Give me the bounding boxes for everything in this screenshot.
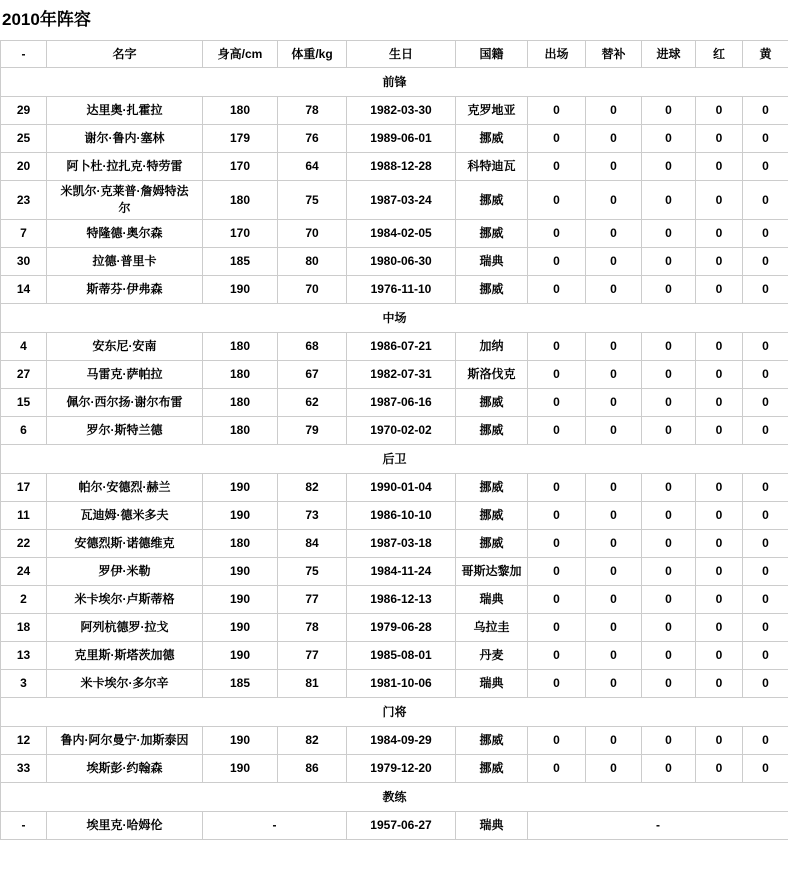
red-cards-cell: 0	[696, 642, 743, 670]
goals-cell: 0	[642, 417, 696, 445]
substitute-cell: 0	[586, 389, 642, 417]
player-name-cell: 安东尼·安南	[47, 333, 203, 361]
height-cell: 170	[203, 220, 278, 248]
player-row	[1, 502, 788, 530]
red-cards-cell: 0	[696, 181, 743, 220]
player-name-cell: 罗尔·斯特兰德	[47, 417, 203, 445]
player-name-cell: 米凯尔·克莱普·詹姆特法尔	[47, 181, 203, 220]
goals-cell: 0	[642, 248, 696, 276]
height-weight-cell: -	[203, 812, 347, 840]
player-name-cell: 拉德·普里卡	[47, 248, 203, 276]
nationality-cell: 挪威	[456, 502, 528, 530]
player-row	[1, 97, 788, 125]
height-cell: 180	[203, 333, 278, 361]
nationality-cell: 瑞典	[456, 248, 528, 276]
player-number-cell: 29	[1, 97, 47, 125]
section-row	[1, 68, 788, 97]
nationality-cell: 瑞典	[456, 586, 528, 614]
birthday-cell: 1985-08-01	[347, 642, 456, 670]
player-name-cell: 埃里克·哈姆伦	[47, 812, 203, 840]
section-label: 前锋	[1, 68, 788, 97]
yellow-cards-cell: 0	[743, 558, 788, 586]
player-number-cell: 22	[1, 530, 47, 558]
birthday-cell: 1986-10-10	[347, 502, 456, 530]
yellow-cards-cell: 0	[743, 474, 788, 502]
goals-cell: 0	[642, 502, 696, 530]
appearances-cell: 0	[528, 417, 586, 445]
header-substitute: 替补	[586, 41, 642, 68]
player-row	[1, 530, 788, 558]
player-number-cell: 7	[1, 220, 47, 248]
red-cards-cell: 0	[696, 474, 743, 502]
height-cell: 180	[203, 530, 278, 558]
substitute-cell: 0	[586, 727, 642, 755]
nationality-cell: 挪威	[456, 530, 528, 558]
substitute-cell: 0	[586, 181, 642, 220]
section-label: 门将	[1, 698, 788, 727]
appearances-cell: 0	[528, 755, 586, 783]
birthday-cell: 1987-06-16	[347, 389, 456, 417]
weight-cell: 62	[278, 389, 347, 417]
header-appearances: 出场	[528, 41, 586, 68]
goals-cell: 0	[642, 558, 696, 586]
nationality-cell: 挪威	[456, 755, 528, 783]
appearances-cell: 0	[528, 474, 586, 502]
goals-cell: 0	[642, 755, 696, 783]
appearances-cell: 0	[528, 670, 586, 698]
player-number-cell: 18	[1, 614, 47, 642]
red-cards-cell: 0	[696, 502, 743, 530]
section-row	[1, 445, 788, 474]
birthday-cell: 1981-10-06	[347, 670, 456, 698]
nationality-cell: 丹麦	[456, 642, 528, 670]
player-number-cell: 30	[1, 248, 47, 276]
weight-cell: 84	[278, 530, 347, 558]
substitute-cell: 0	[586, 220, 642, 248]
player-number-cell: 25	[1, 125, 47, 153]
birthday-cell: 1984-02-05	[347, 220, 456, 248]
player-row	[1, 248, 788, 276]
goals-cell: 0	[642, 97, 696, 125]
player-row	[1, 220, 788, 248]
birthday-cell: 1988-12-28	[347, 153, 456, 181]
height-cell: 170	[203, 153, 278, 181]
player-row	[1, 812, 788, 840]
player-name-cell: 罗伊·米勒	[47, 558, 203, 586]
goals-cell: 0	[642, 181, 696, 220]
goals-cell: 0	[642, 361, 696, 389]
player-name-cell: 斯蒂芬·伊弗森	[47, 276, 203, 304]
player-number-cell: 4	[1, 333, 47, 361]
header-nationality: 国籍	[456, 41, 528, 68]
height-cell: 180	[203, 181, 278, 220]
player-number-cell: 14	[1, 276, 47, 304]
substitute-cell: 0	[586, 642, 642, 670]
player-name-cell: 瓦迪姆·德米多夫	[47, 502, 203, 530]
appearances-cell: 0	[528, 530, 586, 558]
player-number-cell: 11	[1, 502, 47, 530]
height-cell: 190	[203, 558, 278, 586]
player-number-cell: -	[1, 812, 47, 840]
yellow-cards-cell: 0	[743, 530, 788, 558]
height-cell: 180	[203, 361, 278, 389]
birthday-cell: 1970-02-02	[347, 417, 456, 445]
substitute-cell: 0	[586, 97, 642, 125]
height-cell: 190	[203, 586, 278, 614]
red-cards-cell: 0	[696, 727, 743, 755]
appearances-cell: 0	[528, 642, 586, 670]
yellow-cards-cell: 0	[743, 670, 788, 698]
appearances-cell: 0	[528, 248, 586, 276]
header-birthday: 生日	[347, 41, 456, 68]
birthday-cell: 1986-07-21	[347, 333, 456, 361]
weight-cell: 78	[278, 614, 347, 642]
birthday-cell: 1979-06-28	[347, 614, 456, 642]
red-cards-cell: 0	[696, 755, 743, 783]
substitute-cell: 0	[586, 614, 642, 642]
goals-cell: 0	[642, 474, 696, 502]
player-row	[1, 333, 788, 361]
player-row	[1, 614, 788, 642]
player-number-cell: 15	[1, 389, 47, 417]
weight-cell: 70	[278, 220, 347, 248]
section-row	[1, 783, 788, 812]
red-cards-cell: 0	[696, 153, 743, 181]
substitute-cell: 0	[586, 586, 642, 614]
nationality-cell: 挪威	[456, 474, 528, 502]
weight-cell: 82	[278, 474, 347, 502]
goals-cell: 0	[642, 276, 696, 304]
height-cell: 185	[203, 670, 278, 698]
birthday-cell: 1987-03-18	[347, 530, 456, 558]
red-cards-cell: 0	[696, 417, 743, 445]
appearances-cell: 0	[528, 97, 586, 125]
player-row	[1, 276, 788, 304]
weight-cell: 82	[278, 727, 347, 755]
goals-cell: 0	[642, 530, 696, 558]
player-row	[1, 474, 788, 502]
header-number: -	[1, 41, 47, 68]
player-row	[1, 389, 788, 417]
player-name-cell: 谢尔·鲁内·塞林	[47, 125, 203, 153]
weight-cell: 79	[278, 417, 347, 445]
height-cell: 190	[203, 502, 278, 530]
substitute-cell: 0	[586, 755, 642, 783]
player-row	[1, 727, 788, 755]
player-name-cell: 特隆德·奥尔森	[47, 220, 203, 248]
yellow-cards-cell: 0	[743, 125, 788, 153]
appearances-cell: 0	[528, 181, 586, 220]
appearances-cell: 0	[528, 220, 586, 248]
yellow-cards-cell: 0	[743, 361, 788, 389]
yellow-cards-cell: 0	[743, 502, 788, 530]
substitute-cell: 0	[586, 333, 642, 361]
red-cards-cell: 0	[696, 276, 743, 304]
goals-cell: 0	[642, 727, 696, 755]
red-cards-cell: 0	[696, 220, 743, 248]
birthday-cell: 1982-03-30	[347, 97, 456, 125]
weight-cell: 86	[278, 755, 347, 783]
nationality-cell: 挪威	[456, 181, 528, 220]
yellow-cards-cell: 0	[743, 97, 788, 125]
red-cards-cell: 0	[696, 125, 743, 153]
player-number-cell: 13	[1, 642, 47, 670]
player-row	[1, 642, 788, 670]
red-cards-cell: 0	[696, 530, 743, 558]
height-cell: 190	[203, 727, 278, 755]
red-cards-cell: 0	[696, 614, 743, 642]
birthday-cell: 1987-03-24	[347, 181, 456, 220]
nationality-cell: 乌拉圭	[456, 614, 528, 642]
player-row	[1, 670, 788, 698]
height-cell: 190	[203, 642, 278, 670]
substitute-cell: 0	[586, 530, 642, 558]
yellow-cards-cell: 0	[743, 727, 788, 755]
appearances-cell: 0	[528, 586, 586, 614]
yellow-cards-cell: 0	[743, 642, 788, 670]
substitute-cell: 0	[586, 361, 642, 389]
height-cell: 180	[203, 417, 278, 445]
header-red-cards: 红	[696, 41, 743, 68]
yellow-cards-cell: 0	[743, 417, 788, 445]
player-number-cell: 24	[1, 558, 47, 586]
goals-cell: 0	[642, 220, 696, 248]
birthday-cell: 1979-12-20	[347, 755, 456, 783]
substitute-cell: 0	[586, 558, 642, 586]
weight-cell: 76	[278, 125, 347, 153]
goals-cell: 0	[642, 642, 696, 670]
player-row	[1, 361, 788, 389]
yellow-cards-cell: 0	[743, 586, 788, 614]
red-cards-cell: 0	[696, 389, 743, 417]
header-weight: 体重/kg	[278, 41, 347, 68]
player-number-cell: 12	[1, 727, 47, 755]
weight-cell: 77	[278, 642, 347, 670]
player-name-cell: 阿卜杜·拉扎克·特劳雷	[47, 153, 203, 181]
yellow-cards-cell: 0	[743, 153, 788, 181]
birthday-cell: 1989-06-01	[347, 125, 456, 153]
nationality-cell: 克罗地亚	[456, 97, 528, 125]
weight-cell: 68	[278, 333, 347, 361]
birthday-cell: 1986-12-13	[347, 586, 456, 614]
red-cards-cell: 0	[696, 586, 743, 614]
weight-cell: 73	[278, 502, 347, 530]
yellow-cards-cell: 0	[743, 614, 788, 642]
nationality-cell: 挪威	[456, 125, 528, 153]
weight-cell: 75	[278, 181, 347, 220]
header-height: 身高/cm	[203, 41, 278, 68]
player-name-cell: 阿列杭德罗·拉戈	[47, 614, 203, 642]
appearances-cell: 0	[528, 276, 586, 304]
yellow-cards-cell: 0	[743, 389, 788, 417]
birthday-cell: 1980-06-30	[347, 248, 456, 276]
weight-cell: 64	[278, 153, 347, 181]
nationality-cell: 挪威	[456, 276, 528, 304]
section-label: 中场	[1, 304, 788, 333]
red-cards-cell: 0	[696, 361, 743, 389]
weight-cell: 77	[278, 586, 347, 614]
birthday-cell: 1984-11-24	[347, 558, 456, 586]
player-name-cell: 马雷克·萨帕拉	[47, 361, 203, 389]
player-number-cell: 3	[1, 670, 47, 698]
appearances-cell: 0	[528, 502, 586, 530]
yellow-cards-cell: 0	[743, 248, 788, 276]
goals-cell: 0	[642, 125, 696, 153]
player-number-cell: 2	[1, 586, 47, 614]
yellow-cards-cell: 0	[743, 220, 788, 248]
goals-cell: 0	[642, 614, 696, 642]
player-number-cell: 20	[1, 153, 47, 181]
player-name-cell: 帕尔·安德烈·赫兰	[47, 474, 203, 502]
header-row	[1, 41, 788, 68]
red-cards-cell: 0	[696, 670, 743, 698]
birthday-cell: 1984-09-29	[347, 727, 456, 755]
weight-cell: 70	[278, 276, 347, 304]
player-number-cell: 6	[1, 417, 47, 445]
appearances-cell: 0	[528, 558, 586, 586]
section-label: 后卫	[1, 445, 788, 474]
nationality-cell: 哥斯达黎加	[456, 558, 528, 586]
header-goals: 进球	[642, 41, 696, 68]
substitute-cell: 0	[586, 248, 642, 276]
player-name-cell: 安德烈斯·诺德维克	[47, 530, 203, 558]
player-row	[1, 125, 788, 153]
player-row	[1, 755, 788, 783]
weight-cell: 78	[278, 97, 347, 125]
header-name: 名字	[47, 41, 203, 68]
substitute-cell: 0	[586, 276, 642, 304]
goals-cell: 0	[642, 389, 696, 417]
nationality-cell: 挪威	[456, 417, 528, 445]
red-cards-cell: 0	[696, 248, 743, 276]
substitute-cell: 0	[586, 502, 642, 530]
birthday-cell: 1976-11-10	[347, 276, 456, 304]
nationality-cell: 瑞典	[456, 812, 528, 840]
height-cell: 190	[203, 474, 278, 502]
height-cell: 179	[203, 125, 278, 153]
player-row	[1, 153, 788, 181]
appearances-cell: 0	[528, 361, 586, 389]
header-yellow-cards: 黄	[743, 41, 788, 68]
player-name-cell: 达里奥·扎霍拉	[47, 97, 203, 125]
substitute-cell: 0	[586, 474, 642, 502]
substitute-cell: 0	[586, 153, 642, 181]
section-row	[1, 698, 788, 727]
player-name-cell: 鲁内·阿尔曼宁·加斯泰因	[47, 727, 203, 755]
player-row	[1, 558, 788, 586]
red-cards-cell: 0	[696, 97, 743, 125]
red-cards-cell: 0	[696, 333, 743, 361]
section-label: 教练	[1, 783, 788, 812]
weight-cell: 81	[278, 670, 347, 698]
nationality-cell: 挪威	[456, 220, 528, 248]
weight-cell: 67	[278, 361, 347, 389]
goals-cell: 0	[642, 333, 696, 361]
height-cell: 190	[203, 276, 278, 304]
player-row	[1, 417, 788, 445]
yellow-cards-cell: 0	[743, 181, 788, 220]
substitute-cell: 0	[586, 670, 642, 698]
player-name-cell: 米卡埃尔·卢斯蒂格	[47, 586, 203, 614]
red-cards-cell: 0	[696, 558, 743, 586]
player-name-cell: 佩尔·西尔扬·谢尔布雷	[47, 389, 203, 417]
nationality-cell: 挪威	[456, 389, 528, 417]
appearances-cell: 0	[528, 333, 586, 361]
appearances-cell: 0	[528, 389, 586, 417]
page-title: 2010年阵容	[2, 10, 91, 29]
player-name-cell: 克里斯·斯塔茨加德	[47, 642, 203, 670]
birthday-cell: 1982-07-31	[347, 361, 456, 389]
squad-table-body	[1, 68, 788, 840]
yellow-cards-cell: 0	[743, 333, 788, 361]
player-row	[1, 181, 788, 220]
player-row	[1, 586, 788, 614]
goals-cell: 0	[642, 153, 696, 181]
player-number-cell: 27	[1, 361, 47, 389]
substitute-cell: 0	[586, 125, 642, 153]
squad-table	[0, 40, 788, 840]
nationality-cell: 科特迪瓦	[456, 153, 528, 181]
nationality-cell: 斯洛伐克	[456, 361, 528, 389]
appearances-cell: 0	[528, 727, 586, 755]
height-cell: 190	[203, 614, 278, 642]
birthday-cell: 1957-06-27	[347, 812, 456, 840]
yellow-cards-cell: 0	[743, 276, 788, 304]
player-number-cell: 33	[1, 755, 47, 783]
birthday-cell: 1990-01-04	[347, 474, 456, 502]
goals-cell: 0	[642, 586, 696, 614]
nationality-cell: 挪威	[456, 727, 528, 755]
appearances-cell: 0	[528, 125, 586, 153]
player-name-cell: 米卡埃尔·多尔辛	[47, 670, 203, 698]
height-cell: 180	[203, 389, 278, 417]
goals-cell: 0	[642, 670, 696, 698]
height-cell: 190	[203, 755, 278, 783]
weight-cell: 75	[278, 558, 347, 586]
height-cell: 185	[203, 248, 278, 276]
section-row	[1, 304, 788, 333]
weight-cell: 80	[278, 248, 347, 276]
height-cell: 180	[203, 97, 278, 125]
nationality-cell: 瑞典	[456, 670, 528, 698]
stats-cell: -	[528, 812, 788, 840]
player-number-cell: 17	[1, 474, 47, 502]
appearances-cell: 0	[528, 614, 586, 642]
player-name-cell: 埃斯彭·约翰森	[47, 755, 203, 783]
nationality-cell: 加纳	[456, 333, 528, 361]
appearances-cell: 0	[528, 153, 586, 181]
substitute-cell: 0	[586, 417, 642, 445]
player-number-cell: 23	[1, 181, 47, 220]
yellow-cards-cell: 0	[743, 755, 788, 783]
